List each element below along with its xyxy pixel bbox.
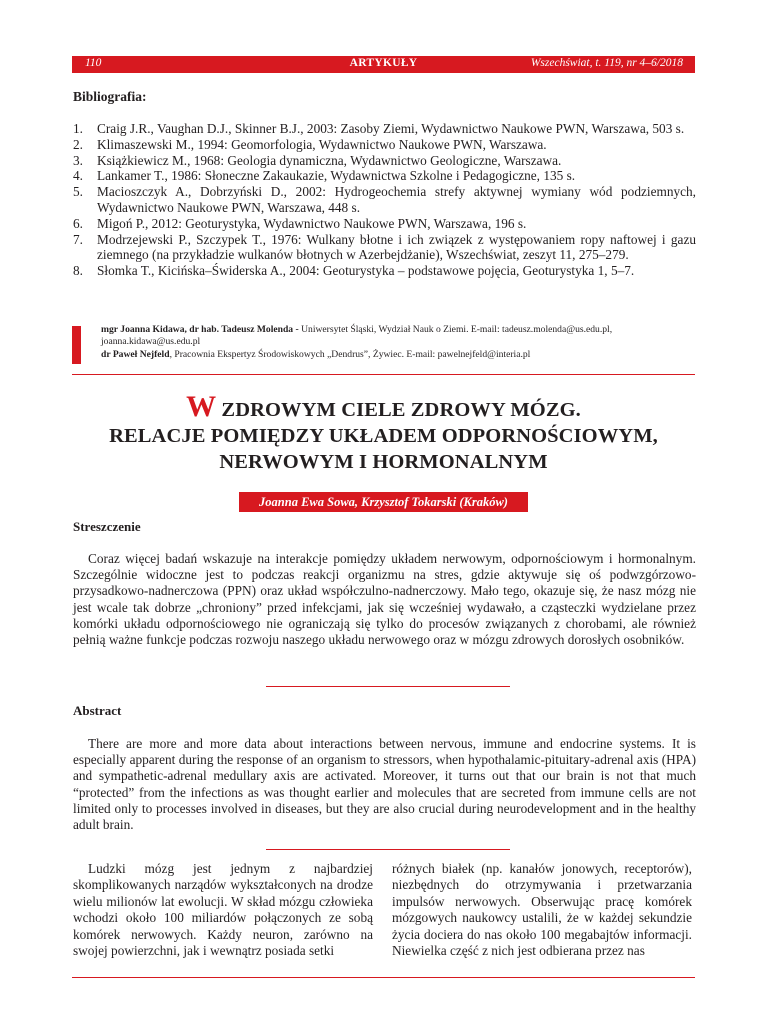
bib-item: [73, 232, 696, 264]
bib-item: [73, 153, 696, 169]
bib-number: 5.: [73, 184, 83, 200]
bib-item: [73, 121, 696, 137]
abstract-text: There are more and more data about interactions between nervous, immune and endocrine systems. It is especially apparent during the response of an organism to stressors, when hypothalamic-pituitary-adrenal axis (HPA) and sympathetic-adrenal medullary axis are activated. Moreover, it turns out that our brain is not that much “protected” from the infections as was thought earlier and molecules that are secreted from immune cells are not limited only to processes involved in diseases, but they are also crucial during neurodevelopment and in the healthy adult brain.: [73, 736, 696, 833]
bib-number: 3.: [73, 152, 83, 168]
divider: [266, 849, 510, 850]
bib-number: 6.: [73, 215, 83, 231]
bib-text: Modrzejewski P., Szczypek T., 1976: Wulkany błotne i ich związek z występowaniem ropy naftowej i gazu ziemnego (na przykładzie wulkanów błotnych w Azerbejdżanie), Wszechświat, zeszyt 11, 275–279.: [97, 231, 696, 263]
footer-rule: [72, 977, 695, 978]
abstract-heading: Abstract: [73, 703, 122, 718]
bib-text: Słomka T., Kicińska–Świderska A., 2004: Geoturystyka – podstawowe pojęcia, Geoturystyka 1, 5–7.: [97, 263, 635, 279]
page-number: 110: [85, 57, 102, 69]
title-line-3: NERWOWYM I HORMONALNYM: [219, 451, 548, 473]
affiliation-2: , Pracownia Ekspertyz Środowiskowych „Dendrus”, Żywiec. E-mail: pawelnejfeld@interia.pl: [169, 348, 531, 360]
bib-text: Craig J.R., Vaughan D.J., Skinner B.J., 2003: Zasoby Ziemi, Wydawnictwo Naukowe PWN, Warszawa, 503 s.: [97, 121, 685, 136]
journal-citation: Wszechświat, t. 119, nr 4–6/2018: [530, 57, 683, 69]
bib-item: [73, 216, 696, 232]
body-column-2: różnych białek (np. kanałów jonowych, receptorów), niezbędnych do otrzymywania i przetwarzania impulsów nerwowych. Obserwując pracę komórek mózgowych naukowcy ustalili, że w każdej sekundzie życia dociera do nas około 100 megabajtów informacji. Niewielka część z nich jest odbierana przez nas: [392, 861, 692, 959]
bib-number: 8.: [73, 263, 83, 279]
affiliations: [101, 324, 691, 361]
section-label: ARTYKUŁY: [349, 57, 418, 69]
bib-item: [73, 263, 696, 279]
running-header: [72, 56, 695, 73]
bib-text: Książkiewicz M., 1968: Geologia dynamiczna, Wydawnictwo Geologiczne, Warszawa.: [97, 152, 562, 168]
bib-text: Klimaszewski M., 1994: Geomorfologia, Wydawnictwo Naukowe PWN, Warszawa.: [97, 136, 547, 152]
title-line-1: ZDROWYM CIELE ZDROWY MÓZG.: [216, 399, 581, 421]
bib-text: Lankamer T., 1986: Słoneczne Zakaukazie, Wydawnictwa Szkolne i Pedagogiczne, 135 s.: [97, 168, 576, 184]
accent-bar: [72, 326, 81, 364]
divider: [266, 686, 510, 687]
author-names-1: mgr Joanna Kidawa, dr hab. Tadeusz Molenda -: [101, 324, 299, 335]
bib-text: Migoń P., 2012: Geoturystyka, Wydawnictwo Naukowe PWN, Warszawa, 196 s.: [97, 215, 527, 231]
streszczenie-heading: Streszczenie: [73, 519, 141, 534]
streszczenie-text: Coraz więcej badań wskazuje na interakcje pomiędzy układem nerwowym, odpornościowym i hormonalnym. Szczególnie widoczne jest to podczas reakcji organizmu na stres, gdzie aktywuje się oś podwzgórzowo-przysadkowo-nadnerczowa (PPN) oraz układ współczulno-nadnerczowy. Mało tego, okazuje się, że nasz mózg nie jest wcale tak dobrze „chroniony” przed infekcjami, jak się wcześniej wydawało, a cząsteczki wydzielane przez komórki układu odpornościowego nie ograniczają się tylko do procesów związanych z chorobami, ale również pełnią ważne funkcje podczas rozwoju naszego układu nerwowego oraz w mózgu zdrowych dorosłych osobników.: [73, 551, 696, 648]
body-column-1: Ludzki mózg jest jednym z najbardziej skomplikowanych narządów wykształconych na drodze wielu milionów lat ewolucji. W skład mózgu człowieka wchodzi około 100 miliardów połączonych ze sobą komórek nerwowych. Każdy neuron, zarówno na swojej powierzchni, jak i wewnątrz posiada setki: [73, 861, 373, 959]
bib-item: [73, 168, 696, 184]
article-title: [72, 390, 695, 475]
bibliography-list: [73, 121, 696, 279]
bib-number: 4.: [73, 168, 83, 184]
bib-item: [73, 137, 696, 153]
bib-item: [73, 184, 696, 216]
bib-text: Macioszczyk A., Dobrzyński D., 2002: Hydrogeochemia strefy aktywnej wymiany wód podziemnych, Wydawnictwo Naukowe PWN, Warszawa, 448 s.: [97, 184, 696, 215]
author-names-2: dr Paweł Nejfeld: [101, 348, 170, 360]
bib-number: 1.: [73, 121, 83, 136]
title-line-2: RELACJE POMIĘDZY UKŁADEM ODPORNOŚCIOWYM,: [109, 425, 658, 447]
previous-article-authors: [72, 326, 695, 364]
bib-number: 2.: [73, 136, 83, 152]
bib-number: 7.: [73, 231, 83, 247]
article-authors: Joanna Ewa Sowa, Krzysztof Tokarski (Kraków): [239, 492, 528, 512]
title-initial: W: [186, 390, 217, 423]
affiliation-1: Uniwersytet Śląski, Wydział Nauk o Ziemi. E-mail: tadeusz.molenda@us.edu.pl, joanna.kidawa@us.edu.pl: [101, 324, 613, 348]
divider: [72, 374, 695, 375]
bibliography-heading: Bibliografia:: [73, 89, 147, 104]
